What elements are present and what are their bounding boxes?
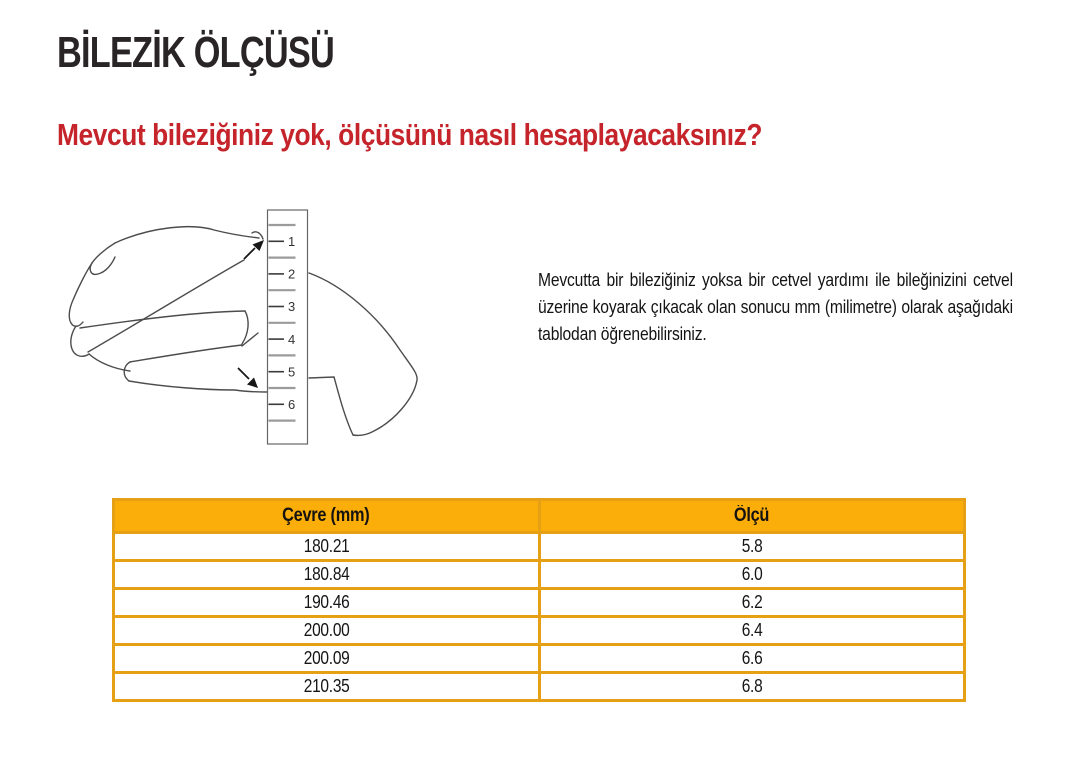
ruler-mark: 5 bbox=[288, 364, 296, 380]
olcu-value: 6.8 bbox=[539, 673, 965, 701]
page-title: BİLEZİK ÖLÇÜSÜ bbox=[57, 28, 334, 77]
header-olcu-label: Ölçü bbox=[734, 505, 770, 526]
hand-ruler-illustration bbox=[60, 195, 440, 463]
ruler-mark: 2 bbox=[288, 266, 296, 282]
subtitle: Mevcut bileziğiniz yok, ölçüsünü nasıl hesaplayacaksınız? bbox=[57, 117, 763, 152]
description-text: Mevcutta bir bileziğiniz yoksa bir cetvel yardımı ile bileğinizini cetvel üzerine koyarak çıkacak olan sonucu mm (milimetre) olarak aşağıdaki tablodan öğrenebilirsiniz. bbox=[538, 268, 1013, 344]
measure-arrow-top-icon bbox=[244, 240, 264, 259]
header-cevre-label: Çevre (mm) bbox=[282, 505, 370, 526]
ruler-mark: 4 bbox=[288, 331, 296, 347]
olcu-value: 6.4 bbox=[539, 617, 965, 645]
size-table bbox=[112, 498, 966, 702]
olcu-value: 6.6 bbox=[539, 645, 965, 673]
olcu-value: 5.8 bbox=[539, 533, 965, 561]
table-row bbox=[114, 645, 965, 673]
table-row bbox=[114, 561, 965, 589]
header-olcu bbox=[539, 500, 965, 533]
header-cevre bbox=[114, 500, 540, 533]
table-row bbox=[114, 617, 965, 645]
ruler bbox=[268, 210, 308, 444]
table-header-row bbox=[114, 500, 965, 533]
cevre-value: 200.09 bbox=[114, 645, 540, 673]
table-row bbox=[114, 533, 965, 561]
cevre-value: 200.00 bbox=[114, 617, 540, 645]
cevre-value: 180.84 bbox=[114, 561, 540, 589]
arm-outline bbox=[309, 273, 417, 435]
ruler-mark: 6 bbox=[288, 397, 296, 412]
cevre-value: 210.35 bbox=[114, 673, 540, 701]
olcu-value: 6.0 bbox=[539, 561, 965, 589]
ruler-mark: 3 bbox=[288, 299, 296, 315]
hand-outline bbox=[69, 227, 267, 392]
cevre-value: 180.21 bbox=[114, 533, 540, 561]
table-row bbox=[114, 673, 965, 701]
olcu-value: 6.2 bbox=[539, 589, 965, 617]
measure-arrow-bottom-icon bbox=[238, 368, 258, 388]
ruler-mark: 1 bbox=[288, 234, 296, 249]
cevre-value: 190.46 bbox=[114, 589, 540, 617]
table-row bbox=[114, 589, 965, 617]
